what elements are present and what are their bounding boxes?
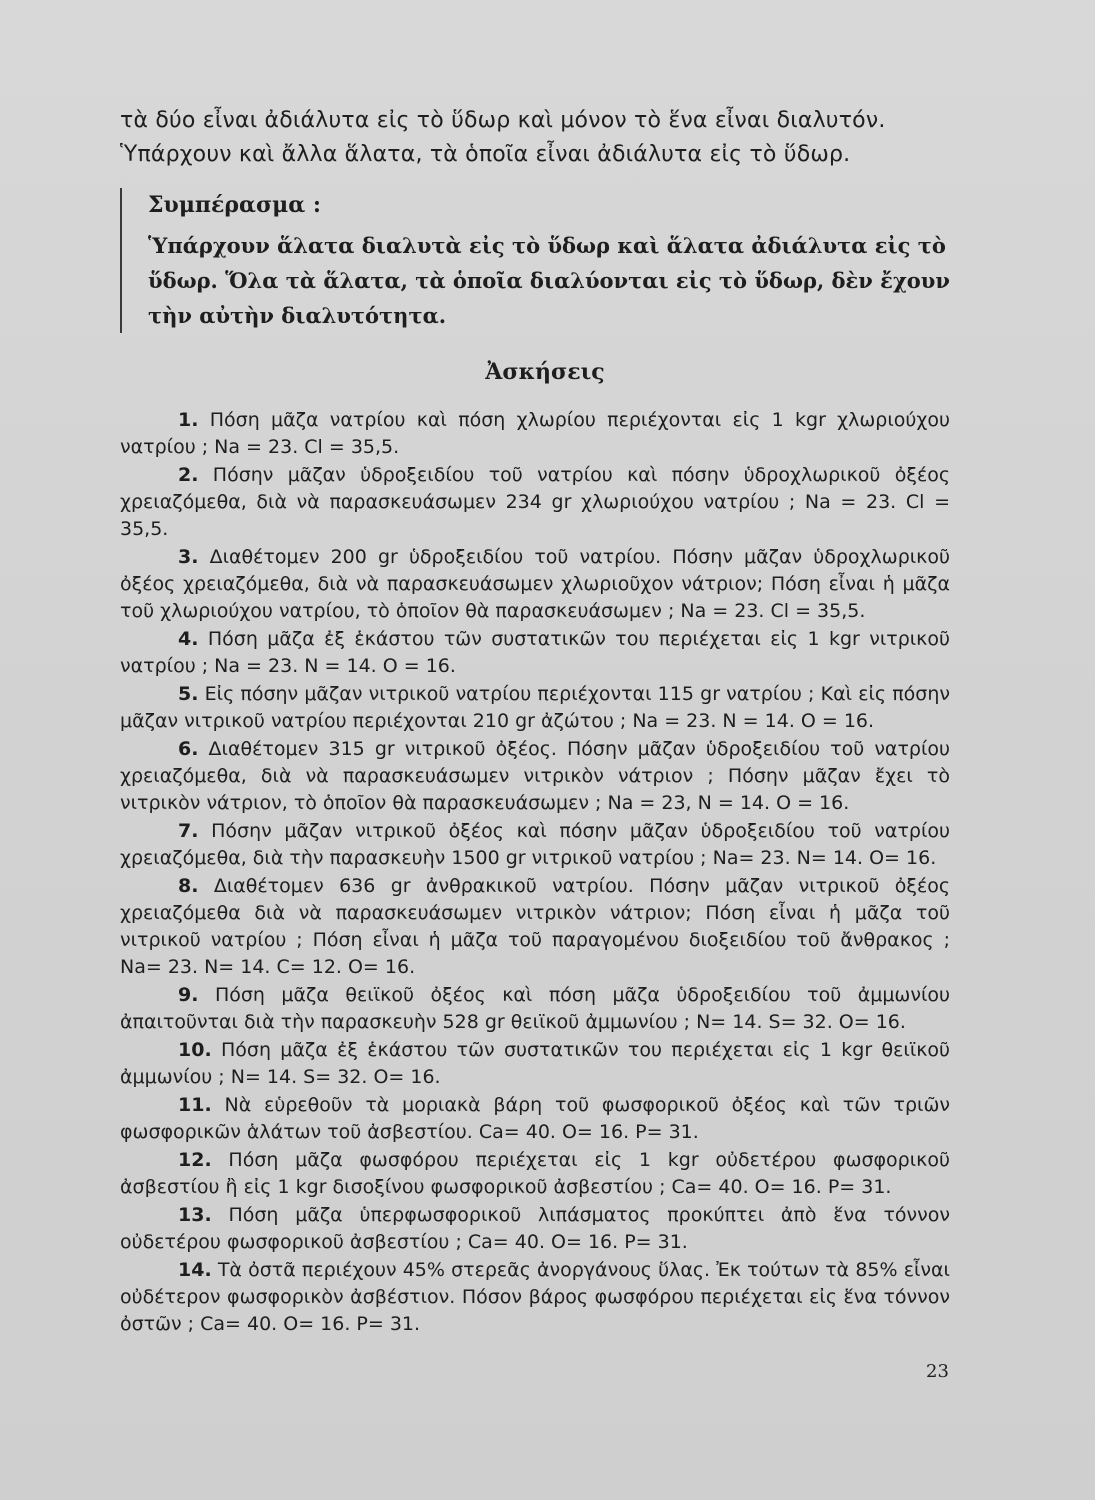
conclusion-text: Ὑπάρχουν ἅλατα διαλυτὰ εἰς τὸ ὕδωρ καὶ ἅλατα ἀδιάλυτα εἰς τὸ ὕδωρ. Ὅλα τὰ ἅλατα, τὰ ὁποῖα διαλύονται εἰς τὸ ὕδωρ, δὲν ἔχουν τὴν αὐτὴν διαλυτότητα.: [148, 233, 950, 328]
exercise-number: 12.: [178, 1149, 212, 1171]
exercise-number: 2.: [178, 464, 199, 486]
exercise-text: Πόσην μᾶζαν ὑδροξειδίου τοῦ νατρίου καὶ πόσην ὑδροχλωρικοῦ ὀξέος χρειαζόμεθα, διὰ νὰ παρασκευάσωμεν 234 gr χλωριούχου νατρίου ; Na = 23. Cl = 35,5.: [120, 464, 950, 540]
exercise-text: Εἰς πόσην μᾶζαν νιτρικοῦ νατρίου περιέχονται 115 gr νατρίου ; Καὶ εἰς πόσην μᾶζαν νιτρικοῦ νατρίου περιέχονται 210 gr ἀζώτου ; Na = 23. N = 14. O = 16.: [120, 683, 950, 732]
exercise-text: Πόσην μᾶζαν νιτρικοῦ ὀξέος καὶ πόσην μᾶζαν ὑδροξειδίου τοῦ νατρίου χρειαζόμεθα, διὰ τὴν παρασκευὴν 1500 gr νιτρικοῦ νατρίου ; Na= 23. N= 14. O= 16.: [120, 820, 950, 869]
exercise-number: 4.: [178, 628, 199, 650]
exercises-heading: Ἀσκήσεις: [485, 359, 605, 385]
exercise-item: [120, 681, 950, 735]
exercise-number: 14.: [178, 1259, 212, 1281]
exercise-item: [120, 1092, 950, 1146]
exercise-item: [120, 1037, 950, 1091]
exercise-number: 7.: [178, 820, 199, 842]
exercise-item: [120, 462, 950, 543]
exercise-text: Πόση μᾶζα θειϊκοῦ ὀξέος καὶ πόση μᾶζα ὑδροξειδίου τοῦ ἀμμωνίου ἀπαιτοῦνται διὰ τὴν παρασκευὴν 528 gr θειϊκοῦ ἀμμωνίου ; N= 14. S= 32. O= 16.: [120, 984, 951, 1033]
exercise-number: 13.: [178, 1204, 212, 1226]
exercise-item: [120, 1147, 950, 1201]
exercise-number: 9.: [178, 984, 199, 1006]
exercise-number: 8.: [178, 875, 199, 897]
exercise-text: Διαθέτομεν 200 gr ὑδροξειδίου τοῦ νατρίου. Πόσην μᾶζαν ὑδροχλωρικοῦ ὀξέος χρειαζόμεθα, διὰ νὰ παρασκευάσωμεν χλωριοῦχον νάτριον; Πόση εἶναι ἡ μᾶζα τοῦ χλωριούχου νατρίου, τὸ ὁποῖον θὰ παρασκευάσωμεν ; Na = 23. Cl = 35,5.: [120, 546, 950, 622]
exercise-item: [120, 626, 950, 680]
exercise-number: 1.: [178, 409, 199, 431]
exercise-text: Πόση μᾶζα ἐξ ἑκάστου τῶν συστατικῶν του περιέχεται εἰς 1 kgr νιτρικοῦ νατρίου ; Na = 23. N = 14. O = 16.: [120, 628, 951, 677]
exercise-text: Πόση μᾶζα ὑπερφωσφορικοῦ λιπάσματος προκύπτει ἀπὸ ἕνα τόννον οὐδετέρου φωσφορικοῦ ἀσβεστίου ; Ca= 40. O= 16. P= 31.: [120, 1204, 950, 1253]
exercise-text: Πόση μᾶζα νατρίου καὶ πόση χλωρίου περιέχονται εἰς 1 kgr χλωριούχου νατρίου ; Na = 23. Cl = 35,5.: [120, 409, 950, 458]
exercise-number: 3.: [178, 546, 199, 568]
exercise-number: 10.: [178, 1039, 212, 1061]
exercise-item: [120, 544, 950, 625]
intro-paragraph: [120, 104, 950, 172]
exercise-text: Νὰ εὑρεθοῦν τὰ μοριακὰ βάρη τοῦ φωσφορικοῦ ὀξέος καὶ τῶν τριῶν φωσφορικῶν ἁλάτων τοῦ ἀσβεστίου. Ca= 40. O= 16. P= 31.: [120, 1094, 951, 1143]
conclusion-box: [120, 188, 950, 333]
exercise-item: [120, 736, 950, 817]
exercise-number: 5.: [178, 683, 199, 705]
exercise-item: [120, 1257, 950, 1338]
intro-line-2: Ὑπάρχουν καὶ ἄλλα ἅλατα, τὰ ὁποῖα εἶναι ἀδιάλυτα εἰς τὸ ὕδωρ.: [120, 142, 851, 167]
intro-line-1: τὰ δύο εἶναι ἀδιάλυτα εἰς τὸ ὕδωρ καὶ μόνον τὸ ἕνα εἶναι διαλυτόν.: [120, 108, 886, 133]
exercise-item: [120, 818, 950, 872]
exercise-number: 11.: [178, 1094, 212, 1116]
page-number: 23: [926, 1361, 949, 1382]
exercise-number: 6.: [178, 738, 199, 760]
exercise-text: Πόση μᾶζα φωσφόρου περιέχεται εἰς 1 kgr οὐδετέρου φωσφορικοῦ ἀσβεστίου ἢ εἰς 1 kgr δισοξίνου φωσφορικοῦ ἀσβεστίου ; Ca= 40. O= 16. P= 31.: [120, 1149, 950, 1198]
exercise-text: Τὰ ὀστᾶ περιέχουν 45% στερεᾶς ἀνοργάνους ὕλας. Ἐκ τούτων τὰ 85% εἶναι οὐδέτερον φωσφορικὸν ἀσβέστιον. Πόσον βάρος φωσφόρου περιέχεται εἰς ἕνα τόννον ὀστῶν ; Ca= 40. O= 16. P= 31.: [120, 1259, 950, 1335]
exercise-item: [120, 873, 950, 981]
conclusion-title: Συμπέρασμα :: [148, 192, 321, 218]
exercise-text: Πόση μᾶζα ἐξ ἑκάστου τῶν συστατικῶν του περιέχεται εἰς 1 kgr θειϊκοῦ ἀμμωνίου ; N= 14. S= 32. O= 16.: [120, 1039, 951, 1088]
exercise-item: [120, 982, 950, 1036]
exercise-text: Διαθέτομεν 315 gr νιτρικοῦ ὀξέος. Πόσην μᾶζαν ὑδροξειδίου τοῦ νατρίου χρειαζόμεθα, διὰ νὰ παρασκευάσωμεν νιτρικὸν νάτριον ; Πόσην μᾶζαν ἔχει τὸ νιτρικὸν νάτριον, τὸ ὁποῖον θὰ παρασκευάσωμεν ; Na = 23, N = 14. O = 16.: [120, 738, 950, 814]
exercise-item: [120, 407, 950, 461]
exercise-text: Διαθέτομεν 636 gr ἀνθρακικοῦ νατρίου. Πόσην μᾶζαν νιτρικοῦ ὀξέος χρειαζόμεθα διὰ νὰ παρασκευάσωμεν νιτρικὸν νάτριον; Πόση εἶναι ἡ μᾶζα τοῦ νιτρικοῦ νατρίου ; Πόση εἶναι ἡ μᾶζα τοῦ παραγομένου διοξειδίου τοῦ ἄνθρακος ; Na= 23. N= 14. C= 12. O= 16.: [120, 875, 950, 978]
exercise-item: [120, 1202, 950, 1256]
exercise-list: [120, 407, 950, 1338]
page-content: [120, 104, 950, 1339]
